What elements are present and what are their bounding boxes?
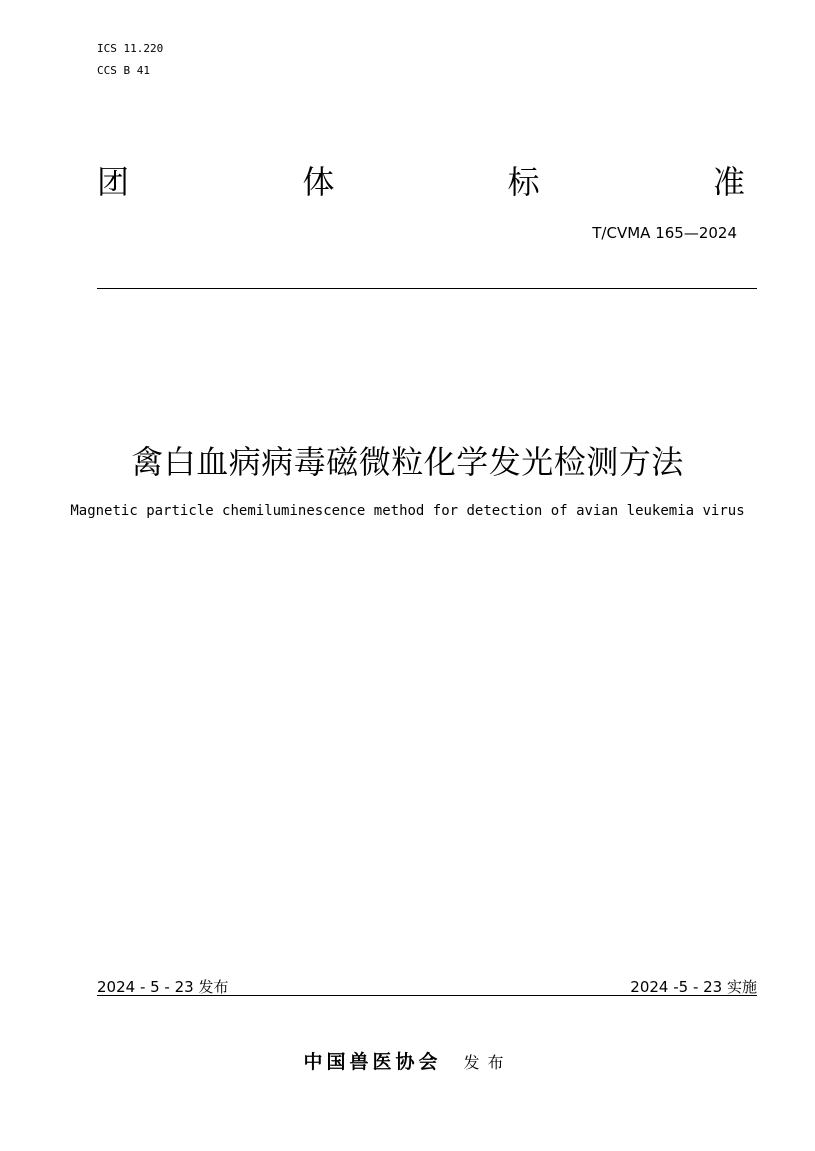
publish-date: 2024 - 5 - 23 发布	[97, 978, 229, 996]
issuer-line	[0, 1047, 815, 1074]
ccs-code: CCS B 41	[97, 64, 150, 77]
standard-type-char: 团	[97, 163, 130, 201]
title-chinese: 禽白血病病毒磁微粒化学发光检测方法	[131, 443, 684, 481]
issuer-organization: 中国兽医协会	[303, 1051, 442, 1073]
implementation-date: 2024 -5 - 23 实施	[630, 978, 757, 996]
standard-type-heading	[97, 158, 745, 202]
standard-type-char: 体	[302, 163, 335, 201]
standard-type-char: 准	[712, 163, 745, 201]
standard-type-char: 标	[507, 163, 540, 201]
title-english: Magnetic particle chemiluminescence method for detection of avian leukemia virus	[70, 503, 745, 519]
standard-number: T/CVMA 165—2024	[592, 224, 737, 242]
ics-code: ICS 11.220	[97, 42, 164, 55]
issuer-action: 发布	[463, 1053, 512, 1072]
bottom-divider	[97, 995, 757, 996]
top-divider	[97, 288, 757, 289]
